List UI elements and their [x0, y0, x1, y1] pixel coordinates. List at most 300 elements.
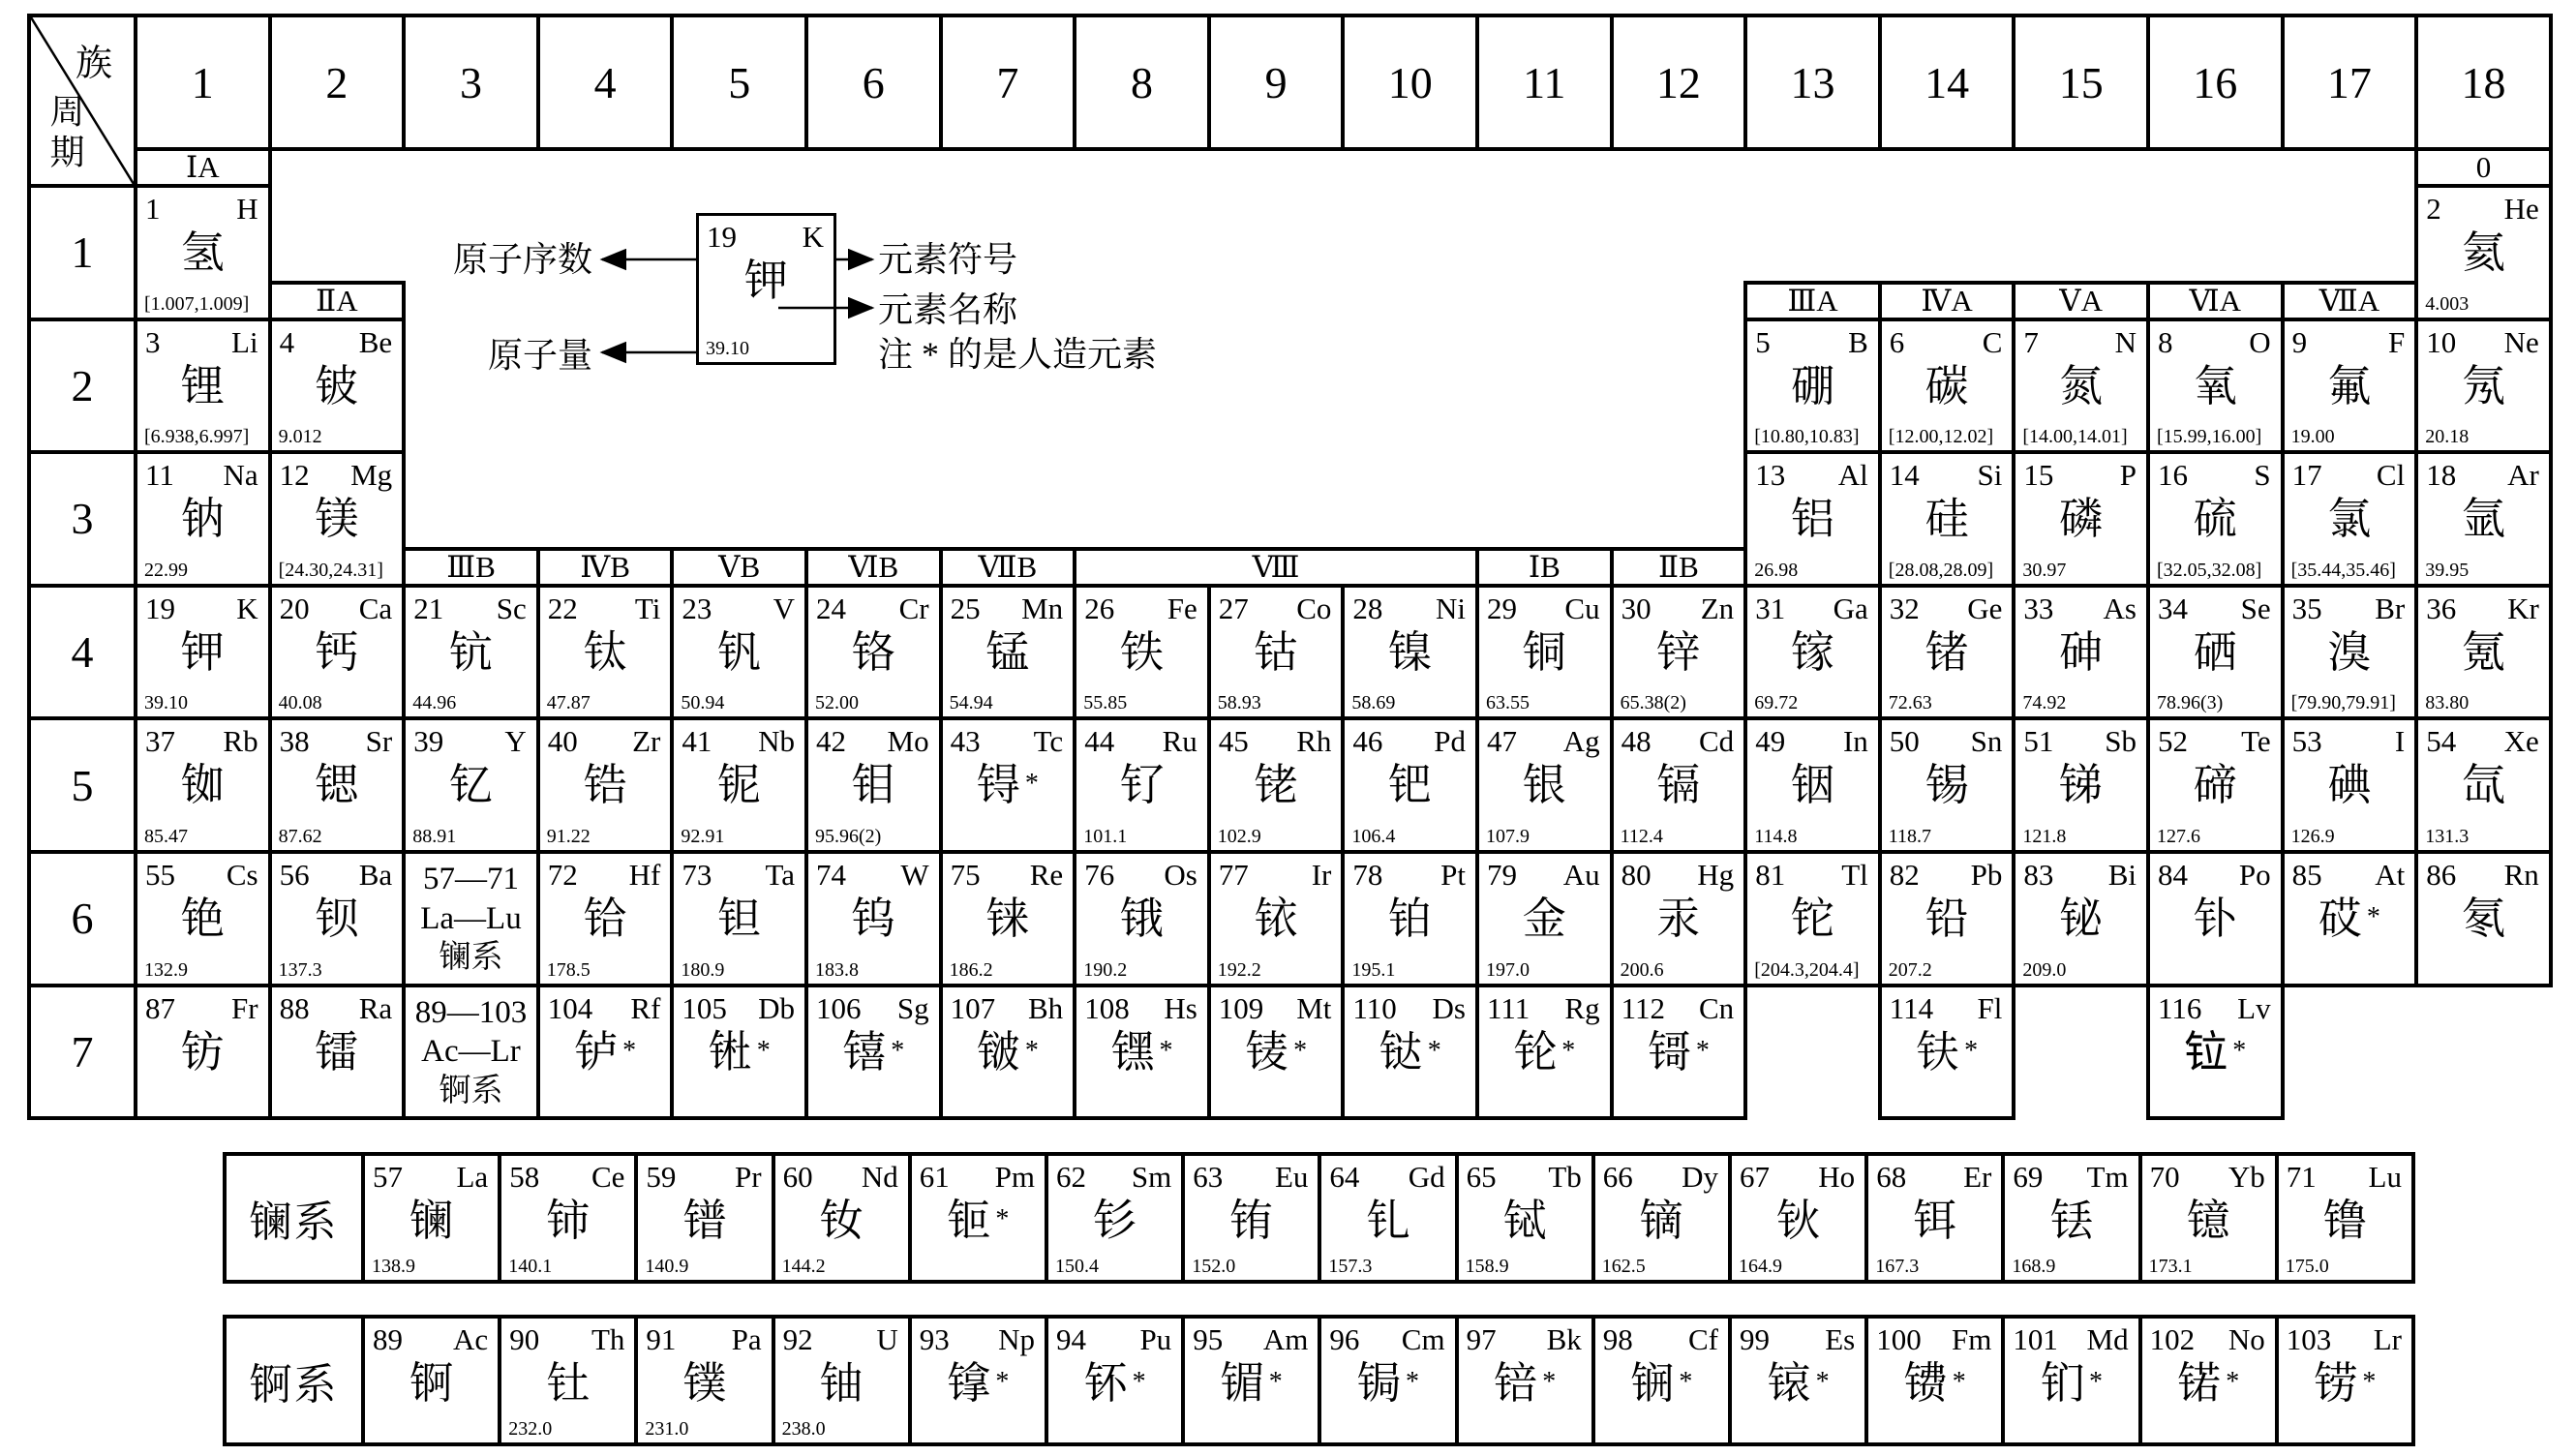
element-cell-h — [134, 184, 272, 321]
element-cell-as — [2012, 584, 2150, 721]
element-cell-be — [268, 318, 407, 455]
element-symbol: Bh — [1028, 990, 1064, 1025]
element-name: 钛 — [583, 627, 627, 677]
atomic-mass: [32.05,32.08] — [2157, 559, 2262, 581]
element-cell-cs — [134, 850, 272, 987]
element-name: 硼 — [1790, 361, 1834, 410]
element-cell-tc — [939, 716, 1077, 854]
atomic-mass: 180.9 — [681, 958, 725, 981]
element-symbol: Am — [1262, 1322, 1309, 1356]
artificial-star: * — [1132, 1367, 1146, 1397]
atomic-mass: 87.62 — [278, 825, 322, 847]
artificial-star: * — [995, 1204, 1010, 1234]
atomic-mass: 183.8 — [815, 958, 859, 981]
element-symbol: Md — [2086, 1322, 2129, 1356]
element-cell-cu — [1475, 584, 1614, 721]
element-symbol: Zr — [632, 724, 661, 759]
atomic-number: 54 — [2426, 724, 2457, 759]
element-symbol: Re — [1029, 858, 1064, 892]
element-cell-fl — [1878, 984, 2016, 1121]
element-symbol: Zn — [1700, 591, 1735, 625]
group-header-17 — [2281, 14, 2419, 151]
atomic-mass: 152.0 — [1192, 1256, 1236, 1277]
group-label-text: ⅥB — [848, 549, 899, 584]
atomic-number: 42 — [816, 724, 846, 759]
element-name: 镄 — [1903, 1359, 1948, 1408]
element-symbol: Nd — [861, 1160, 898, 1194]
element-cell-db — [670, 984, 808, 1121]
element-cell-ra — [268, 984, 407, 1121]
element-symbol: As — [2103, 591, 2137, 625]
atomic-number: 77 — [1218, 858, 1249, 892]
element-cell-pm — [908, 1152, 1048, 1284]
element-name: 锎 — [1630, 1359, 1675, 1408]
atomic-mass: 22.99 — [144, 559, 188, 581]
atomic-number: 57 — [373, 1160, 403, 1194]
element-cell-na — [134, 450, 272, 588]
atomic-number: 14 — [1889, 458, 1920, 493]
atomic-number: 40 — [547, 724, 578, 759]
atomic-mass: 137.3 — [278, 958, 322, 981]
element-name: 锗 — [1924, 627, 1969, 677]
element-cell-cm — [1318, 1315, 1458, 1446]
atomic-number: 106 — [816, 990, 862, 1025]
element-symbol: Mt — [1296, 990, 1332, 1025]
atomic-mass: 167.3 — [1875, 1256, 1920, 1277]
atomic-mass: 140.9 — [645, 1256, 689, 1277]
element-symbol: Bk — [1546, 1322, 1582, 1356]
element-cell-ti — [536, 584, 675, 721]
element-cell-o — [2146, 318, 2285, 455]
element-symbol: Tb — [1548, 1160, 1582, 1194]
group-label-text: ⅣB — [580, 549, 630, 584]
element-name: 镱 — [2186, 1197, 2230, 1245]
element-cell-au — [1475, 850, 1614, 987]
element-symbol: No — [2227, 1322, 2265, 1356]
atomic-mass: 69.72 — [1754, 692, 1799, 714]
element-symbol: U — [876, 1322, 898, 1356]
atomic-number: 103 — [2286, 1322, 2332, 1356]
element-name: 铑 — [1254, 761, 1298, 810]
artificial-star: * — [1815, 1367, 1830, 1397]
series-placeholder-lanthanide — [402, 850, 540, 987]
group-header-2 — [268, 14, 407, 151]
element-name: 铟 — [1790, 761, 1834, 810]
element-cell-ga — [1743, 584, 1882, 721]
group-label-vib — [804, 547, 943, 588]
group-label-text: ⅢB — [446, 549, 496, 584]
element-cell-rf — [536, 984, 675, 1121]
element-name: 镅 — [1220, 1359, 1264, 1408]
element-symbol: Tc — [1033, 724, 1064, 759]
element-name: 铹 — [2314, 1359, 2358, 1408]
element-name: 镝 — [1639, 1197, 1683, 1245]
element-name: 氟 — [2327, 361, 2372, 410]
group-label-text: ⅤA — [2059, 283, 2104, 318]
group-header-18 — [2414, 14, 2553, 151]
atomic-mass: 95.96(2) — [815, 825, 882, 847]
artificial-star: * — [2088, 1367, 2103, 1397]
period-label-7 — [27, 984, 137, 1121]
element-symbol: Sn — [1970, 724, 2003, 759]
element-cell-pr — [634, 1152, 774, 1284]
element-name: 镎 — [947, 1359, 991, 1408]
atomic-mass: 178.5 — [546, 958, 591, 981]
element-symbol: I — [2394, 724, 2406, 759]
artificial-star: * — [891, 1035, 905, 1066]
atomic-number: 22 — [547, 591, 578, 625]
element-cell-p — [2012, 450, 2150, 588]
atomic-mass: [204.3,204.4] — [1754, 958, 1860, 981]
atomic-number: 39 — [413, 724, 444, 759]
atomic-number: 50 — [1889, 724, 1920, 759]
period-label-5 — [27, 716, 137, 854]
legend-sample-cell — [696, 213, 836, 365]
group-header-16 — [2146, 14, 2285, 151]
element-cell-rh — [1207, 716, 1346, 854]
element-symbol: Er — [1963, 1160, 1992, 1194]
atomic-mass: 106.4 — [1351, 825, 1396, 847]
element-cell-zr — [536, 716, 675, 854]
group-header-6 — [804, 14, 943, 151]
element-name: 钋 — [2193, 895, 2237, 943]
element-symbol: Fl — [1977, 990, 2003, 1025]
element-symbol: Mn — [1021, 591, 1064, 625]
element-cell-zn — [1610, 584, 1748, 721]
atomic-number: 97 — [1466, 1322, 1497, 1356]
element-name: 钚 — [1083, 1359, 1128, 1408]
group-label-text: 0 — [2475, 150, 2492, 184]
atomic-mass: 114.8 — [1754, 825, 1798, 847]
atomic-mass: 158.9 — [1465, 1256, 1509, 1277]
series-symbols: Ac—Lr — [421, 1034, 521, 1070]
element-name: 铯 — [180, 895, 225, 943]
atomic-mass: 157.3 — [1328, 1256, 1373, 1277]
element-symbol: Li — [231, 324, 258, 359]
element-symbol: Sc — [496, 591, 527, 625]
element-cell-ru — [1073, 716, 1211, 854]
atomic-number: 31 — [1755, 591, 1786, 625]
element-cell-ce — [498, 1152, 638, 1284]
element-symbol: Es — [1825, 1322, 1856, 1356]
element-name: 镍 — [1388, 627, 1433, 677]
element-name: 锡 — [1924, 761, 1969, 810]
element-cell-c — [1878, 318, 2016, 455]
atomic-mass: 50.94 — [681, 692, 725, 714]
atomic-mass: [24.30,24.31] — [278, 559, 383, 581]
element-symbol: P — [2119, 458, 2137, 493]
element-symbol: Sr — [365, 724, 393, 759]
element-name: 铼 — [985, 895, 1030, 943]
atomic-mass: 232.0 — [508, 1418, 553, 1440]
period-label-4 — [27, 584, 137, 721]
atomic-mass: 20.18 — [2425, 426, 2470, 448]
actinide-row-label — [223, 1315, 365, 1446]
group-label-iia — [268, 281, 407, 321]
atomic-mass: [1.007,1.009] — [144, 292, 250, 315]
element-symbol: Hs — [1164, 990, 1197, 1025]
element-cell-mo — [804, 716, 943, 854]
atomic-number: 7 — [2023, 324, 2039, 359]
group-label-iiib — [402, 547, 540, 588]
element-name: 钔 — [2040, 1359, 2084, 1408]
element-cell-er — [1864, 1152, 2005, 1284]
group-label-ivb — [536, 547, 675, 588]
element-symbol: Fr — [231, 990, 258, 1025]
element-cell-ne — [2414, 318, 2553, 455]
element-cell-ac — [361, 1315, 501, 1446]
atomic-number: 108 — [1084, 990, 1130, 1025]
atomic-mass: 168.9 — [2012, 1256, 2056, 1277]
group-number: 16 — [2193, 57, 2238, 107]
atomic-number: 29 — [1487, 591, 1517, 625]
atomic-mass: 91.22 — [546, 825, 591, 847]
atomic-number: 104 — [547, 990, 593, 1025]
element-name: 铕 — [1229, 1197, 1274, 1245]
element-symbol: Pu — [1139, 1322, 1172, 1356]
element-name: 锂 — [180, 361, 225, 410]
element-symbol: Tl — [1841, 858, 1868, 892]
element-name: 铊 — [1790, 895, 1834, 943]
element-symbol: Ca — [358, 591, 393, 625]
element-cell-cl — [2281, 450, 2419, 588]
element-name: 碳 — [1924, 361, 1969, 410]
group-number: 5 — [728, 57, 751, 107]
atomic-number: 74 — [816, 858, 846, 892]
atomic-mass: 118.7 — [1888, 825, 1932, 847]
element-symbol: Po — [2238, 858, 2271, 892]
artificial-star: * — [1561, 1035, 1576, 1066]
element-name: 铬 — [851, 627, 895, 677]
element-symbol: Ga — [1833, 591, 1868, 625]
atomic-number: 34 — [2158, 591, 2188, 625]
atomic-mass: 39.10 — [144, 692, 188, 714]
atomic-mass: 164.9 — [1739, 1256, 1782, 1277]
element-name: 锿 — [1767, 1359, 1811, 1408]
atomic-number: 99 — [1740, 1322, 1770, 1356]
element-cell-rg — [1475, 984, 1614, 1121]
element-symbol: Y — [504, 724, 527, 759]
element-cell-cd — [1610, 716, 1748, 854]
group-number: 13 — [1790, 57, 1835, 107]
atomic-number: 49 — [1755, 724, 1786, 759]
atomic-number: 30 — [1621, 591, 1652, 625]
element-cell-al — [1743, 450, 1882, 588]
atomic-number: 21 — [413, 591, 444, 625]
element-symbol: Pd — [1434, 724, 1466, 759]
group-label-via — [2146, 281, 2285, 321]
element-name: 铜 — [1522, 627, 1566, 677]
element-name: 钴 — [1254, 627, 1298, 677]
element-name: 钍 — [546, 1359, 591, 1408]
element-name: 铷 — [180, 761, 225, 810]
atomic-number: 83 — [2023, 858, 2054, 892]
element-cell-ge — [1878, 584, 2016, 721]
atomic-mass: 138.9 — [372, 1256, 415, 1277]
element-symbol: Bi — [2107, 858, 2137, 892]
element-name: 铱 — [1254, 895, 1298, 943]
element-name: 氪 — [2461, 627, 2505, 677]
element-name: 锝 — [976, 761, 1020, 810]
atomic-number: 12 — [279, 458, 310, 493]
element-symbol: In — [1842, 724, 1868, 759]
element-symbol: B — [1848, 324, 1868, 359]
element-cell-co — [1207, 584, 1346, 721]
atomic-mass: 55.85 — [1083, 692, 1128, 714]
element-cell-pa — [634, 1315, 774, 1446]
element-name: 𫟼 — [1379, 1027, 1423, 1077]
element-name: 钾 — [180, 627, 225, 677]
atomic-number: 65 — [1466, 1160, 1497, 1194]
series-symbols: La—Lu — [420, 900, 522, 936]
group-label-viia — [2281, 281, 2419, 321]
element-symbol: Pm — [994, 1160, 1035, 1194]
element-cell-rb — [134, 716, 272, 854]
atomic-number: 35 — [2291, 591, 2322, 625]
atomic-number: 105 — [682, 990, 727, 1025]
atomic-number: 32 — [1889, 591, 1920, 625]
atomic-mass: 92.91 — [681, 825, 725, 847]
element-name: 氢 — [180, 228, 225, 277]
element-symbol: Ru — [1162, 724, 1197, 759]
atomic-number: 18 — [2426, 458, 2457, 493]
group-header-3 — [402, 14, 540, 151]
atomic-mass: 85.47 — [144, 825, 188, 847]
legend-label-atomic-number: 原子序数 — [452, 240, 592, 279]
element-symbol: Gd — [1408, 1160, 1445, 1194]
atomic-number: 2 — [2426, 192, 2441, 226]
atomic-number: 59 — [646, 1160, 677, 1194]
atomic-mass: 144.2 — [781, 1256, 826, 1277]
atomic-number: 66 — [1602, 1160, 1633, 1194]
element-name: 锔 — [1356, 1359, 1401, 1408]
atomic-number: 16 — [2158, 458, 2188, 493]
atomic-mass: 78.96(3) — [2157, 692, 2224, 714]
atomic-mass: [79.90,79.91] — [2290, 692, 2396, 714]
element-cell-bh — [939, 984, 1077, 1121]
element-cell-he — [2414, 184, 2553, 321]
artificial-star: * — [1964, 1035, 1979, 1066]
element-cell-fm — [1864, 1315, 2005, 1446]
atomic-number: 110 — [1352, 990, 1397, 1025]
element-symbol: Cu — [1564, 591, 1600, 625]
atomic-mass: 121.8 — [2022, 825, 2067, 847]
element-symbol: Ge — [1967, 591, 2003, 625]
element-symbol: Ar — [2507, 458, 2539, 493]
atomic-number: 45 — [1218, 724, 1249, 759]
element-symbol: Ce — [591, 1160, 625, 1194]
series-name: 锕系 — [439, 1073, 503, 1108]
atomic-mass: 231.0 — [645, 1418, 689, 1440]
element-name: 铀 — [819, 1359, 864, 1408]
atomic-number: 102 — [2149, 1322, 2196, 1356]
element-symbol: Ag — [1562, 724, 1600, 759]
element-cell-rn — [2414, 850, 2553, 987]
element-cell-xe — [2414, 716, 2553, 854]
group-number: 15 — [2058, 57, 2104, 107]
atomic-number: 81 — [1755, 858, 1786, 892]
legend-atomic-number: 19 — [707, 220, 737, 254]
group-label-text: ⅦA — [2318, 283, 2380, 318]
atomic-number: 64 — [1329, 1160, 1360, 1194]
element-symbol: Pt — [1440, 858, 1466, 892]
element-symbol: Cr — [898, 591, 929, 625]
group-label-iva — [1878, 281, 2016, 321]
element-cell-hs — [1073, 984, 1211, 1121]
period-number: 5 — [71, 760, 94, 810]
group-header-9 — [1207, 14, 1346, 151]
atomic-number: 79 — [1487, 858, 1517, 892]
atomic-mass: 107.9 — [1486, 825, 1530, 847]
atomic-number: 28 — [1352, 591, 1383, 625]
atomic-mass: 40.08 — [278, 692, 322, 714]
group-label-text: ⅠA — [185, 150, 220, 184]
element-name: 硫 — [2193, 495, 2237, 544]
atomic-number: 98 — [1602, 1322, 1633, 1356]
element-name: 硒 — [2193, 627, 2237, 677]
atomic-mass: 140.1 — [508, 1256, 553, 1277]
group-label-text: ⅣA — [1921, 283, 1973, 318]
atomic-mass: 150.4 — [1055, 1256, 1099, 1277]
atomic-number: 11 — [145, 458, 174, 493]
atomic-mass: [6.938,6.997] — [144, 426, 250, 448]
element-name: 钇 — [448, 761, 493, 810]
atomic-mass: [12.00,12.02] — [1888, 426, 1994, 448]
element-name: 钪 — [448, 627, 493, 677]
element-name: 锕 — [409, 1359, 454, 1408]
element-symbol: Lr — [2373, 1322, 2402, 1356]
group-header-5 — [670, 14, 808, 151]
legend-label-element-name: 元素名称 — [878, 290, 1018, 329]
lanthanide-row-label-text: 镧系 — [249, 1198, 339, 1246]
element-name: 𫟷 — [2184, 1027, 2228, 1077]
legend-element-name: 钾 — [743, 257, 788, 305]
element-cell-y — [402, 716, 540, 854]
atomic-mass: 238.0 — [781, 1418, 826, 1440]
element-name: 硅 — [1924, 495, 1969, 544]
atomic-number: 114 — [1889, 990, 1934, 1025]
element-name: 铂 — [1388, 895, 1433, 943]
artificial-star: * — [1405, 1367, 1419, 1397]
group-label-text: ⅡB — [1658, 549, 1699, 584]
element-symbol: Cs — [226, 858, 258, 892]
element-symbol: Th — [591, 1322, 625, 1356]
element-name: 铋 — [2059, 895, 2104, 943]
element-name: 钼 — [851, 761, 895, 810]
element-symbol: K — [236, 591, 258, 625]
element-symbol: Cf — [1687, 1322, 1718, 1356]
atomic-number: 107 — [950, 990, 996, 1025]
atomic-number: 13 — [1755, 458, 1786, 493]
element-symbol: Lv — [2237, 990, 2271, 1025]
group-header-8 — [1073, 14, 1211, 151]
atomic-number: 61 — [919, 1160, 950, 1194]
element-symbol: Pb — [1970, 858, 2003, 892]
artificial-star: * — [1427, 1035, 1441, 1066]
group-number: 8 — [1130, 57, 1153, 107]
atomic-number: 95 — [1193, 1322, 1224, 1356]
group-label-vb — [670, 547, 808, 588]
group-label-va — [2012, 281, 2150, 321]
element-name: 镓 — [1790, 627, 1834, 677]
group-label-viib — [939, 547, 1077, 588]
legend-element-symbol: K — [802, 220, 824, 254]
element-name: 氮 — [2059, 361, 2104, 410]
element-cell-la — [361, 1152, 501, 1284]
atomic-mass: 26.98 — [1754, 559, 1799, 581]
atomic-number: 51 — [2023, 724, 2054, 759]
period-number: 7 — [71, 1026, 94, 1077]
